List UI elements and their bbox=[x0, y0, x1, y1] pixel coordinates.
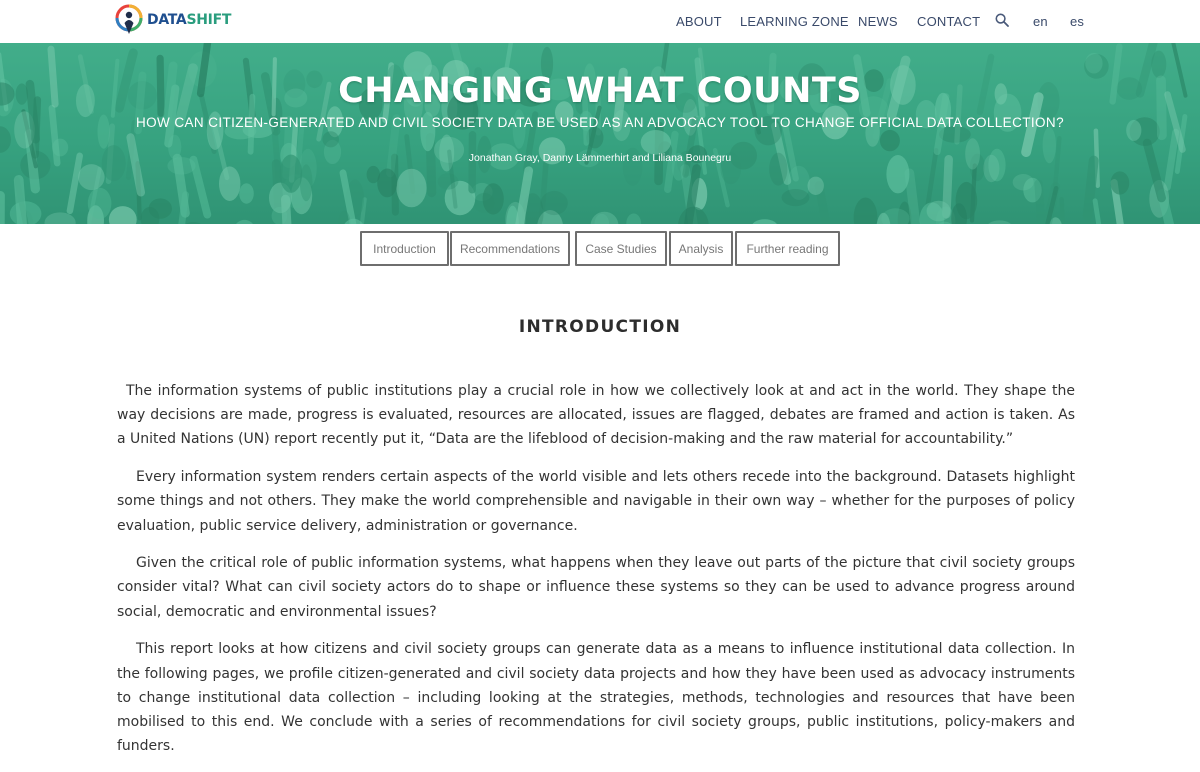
logo-text-shift: SHIFT bbox=[186, 12, 231, 28]
paragraph: Every information system renders certain aspects of the world visible and lets others recede into the background. Datasets highlight some things and not others. They make the world comprehensible and navigable in their own way – whether for the purposes of policy evaluation, public service delivery, administration or governance. bbox=[117, 465, 1075, 538]
hero-title: CHANGING WHAT COUNTS bbox=[0, 71, 1200, 111]
nav-news[interactable]: NEWS bbox=[858, 14, 898, 29]
hero-banner bbox=[0, 43, 1200, 224]
nav-learning-zone[interactable]: LEARNING ZONE bbox=[740, 14, 849, 29]
tab-case-studies[interactable]: Case Studies bbox=[575, 231, 667, 266]
tab-further-reading[interactable]: Further reading bbox=[735, 231, 840, 266]
tab-introduction[interactable]: Introduction bbox=[360, 231, 449, 266]
paragraph: This report looks at how citizens and civil society groups can generate data as a means to influence institutional data collection. In the following pages, we profile citizen-generated and civil society data projects and how they have been used as advocacy instruments to change institutional data collection – including looking at the strategies, methods, technologies and resources that have been mobilised to this end. We conclude with a series of recommendations for civil society groups, public institutions, policy-makers and funders. bbox=[117, 637, 1075, 758]
hero-subtitle: HOW CAN CITIZEN-GENERATED AND CIVIL SOCIETY DATA BE USED AS AN ADVOCACY TOOL TO CHANGE OFFICIAL DATA COLLECTION? bbox=[0, 115, 1200, 130]
logo-text-data: DATA bbox=[147, 12, 186, 28]
hero-authors: Jonathan Gray, Danny Lämmerhirt and Liliana Bounegru bbox=[0, 152, 1200, 164]
section-heading: INTRODUCTION bbox=[0, 317, 1200, 337]
nav-contact[interactable]: CONTACT bbox=[917, 14, 980, 29]
nav-about[interactable]: ABOUT bbox=[676, 14, 722, 29]
paragraph: The information systems of public institutions play a crucial role in how we collectively look at and act in the world. They shape the way decisions are made, progress is evaluated, resources are allocated, issues are flagged, debates are framed and action is taken. As a United Nations (UN) report recently put it, “Data are the lifeblood of decision-making and the raw material for accountability.” bbox=[117, 379, 1075, 452]
search-icon[interactable] bbox=[995, 13, 1009, 30]
datashift-logo[interactable] bbox=[115, 4, 231, 36]
tab-analysis[interactable]: Analysis bbox=[669, 231, 733, 266]
language-es-link[interactable]: es bbox=[1070, 14, 1084, 29]
article-body bbox=[117, 379, 1075, 772]
top-navigation-bar bbox=[0, 0, 1200, 43]
language-en-link[interactable]: en bbox=[1033, 14, 1048, 29]
logo-wordmark bbox=[147, 12, 231, 28]
tab-recommendations[interactable]: Recommendations bbox=[450, 231, 570, 266]
paragraph: Given the critical role of public information systems, what happens when they leave out parts of the picture that civil society groups consider vital? What can civil society actors do to shape or influence these systems so they can be used to advance progress around social, democratic and environmental issues? bbox=[117, 551, 1075, 624]
datashift-logo-icon bbox=[115, 4, 143, 36]
